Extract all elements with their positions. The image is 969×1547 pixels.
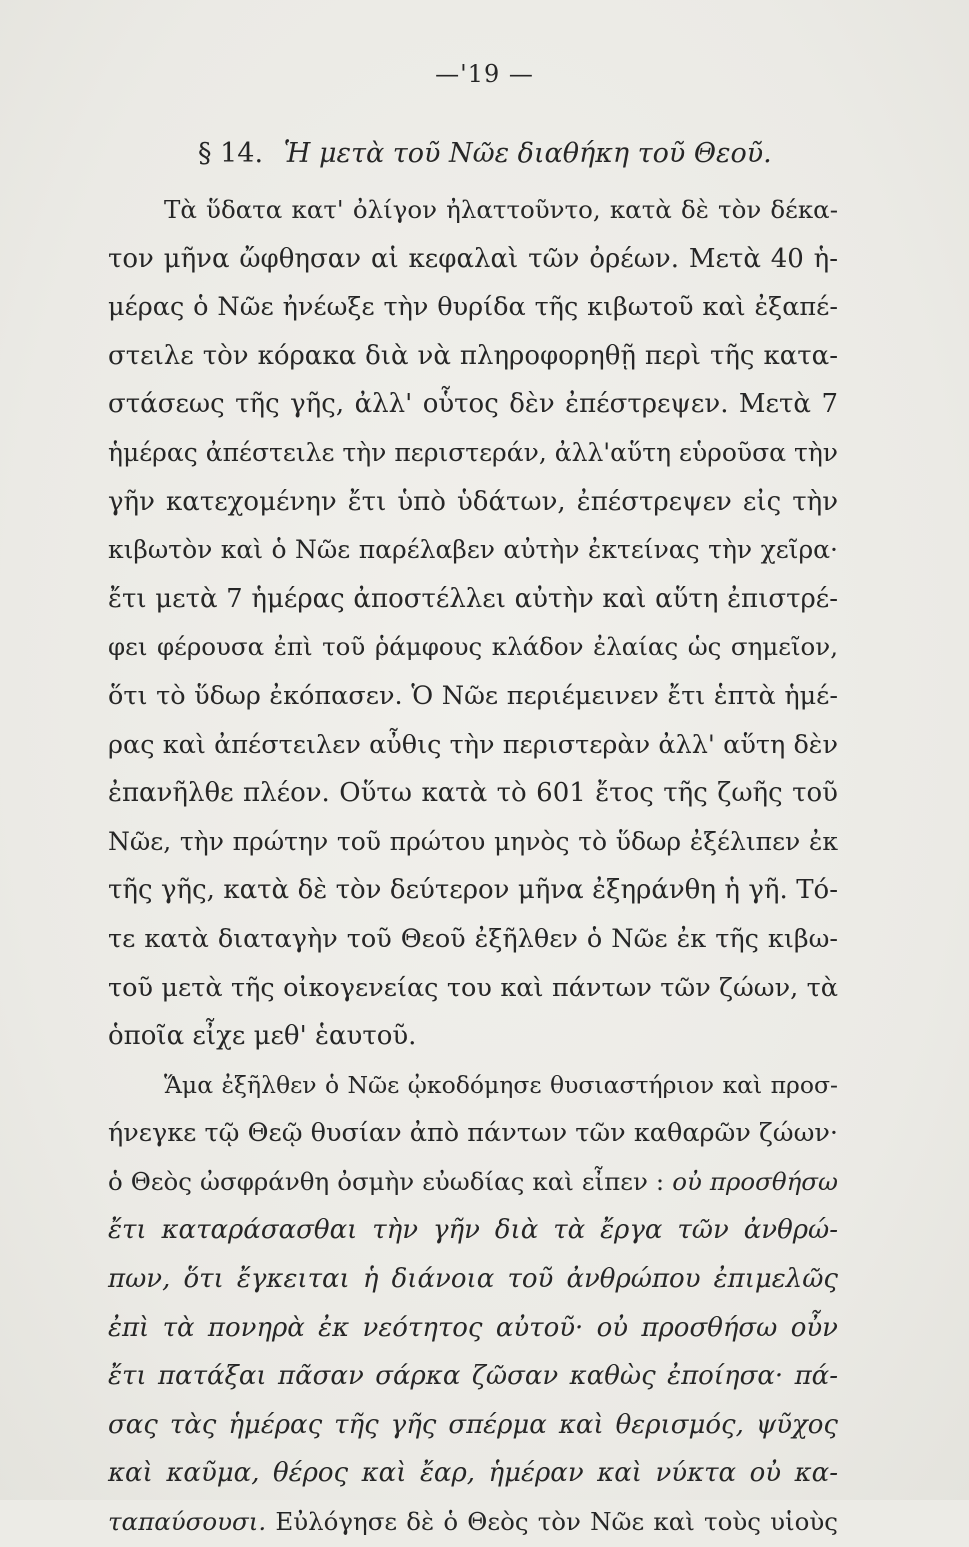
text-line: φει φέρουσα ἐπὶ τοῦ ῥάμφους κλάδον ἐλαίας ὡς σημεῖον, — [108, 632, 838, 662]
text-line: τοῦ μετὰ τῆς οἰκογενείας του καὶ πάντων τῶν ζώων, τὰ — [108, 972, 838, 1003]
quotation-line: σας τὰς ἡμέρας τῆς γῆς σπέρμα καὶ θερισμός, ψῦχος — [108, 1409, 838, 1440]
section-title: Ἡ μετὰ τοῦ Νῶε διαθήκη τοῦ Θεοῦ. — [283, 138, 772, 169]
page-number: —'19 — — [435, 60, 534, 88]
text-line: ὅτι τὸ ὕδωρ ἐκόπασεν. Ὁ Νῶε περιέμεινεν ἔτι ἑπτὰ ἡμέ- — [108, 680, 838, 711]
quotation-line: ἔτι πατάξαι πᾶσαν σάρκα ζῶσαν καθὼς ἐποίησα· πά- — [108, 1361, 838, 1392]
text-line-plain: ὁ Θεὸς ὠσφράνθη ὀσμὴν εὐωδίας καὶ εἶπεν : — [108, 1166, 665, 1196]
text-line: ήνεγκε τῷ Θεῷ θυσίαν ἀπὸ πάντων τῶν καθαρῶν ζώων· — [108, 1118, 838, 1149]
text-line: τῆς γῆς, κατὰ δὲ τὸν δεύτερον μῆνα ἐξηράνθη ἡ γῆ. Τό- — [108, 875, 838, 906]
text-line: στειλε τὸν κόρακα διὰ νὰ πληροφορηθῇ περὶ τῆς κατα- — [108, 340, 838, 371]
quotation-text: οὐ προσθήσω — [672, 1166, 838, 1196]
text-line: μέρας ὁ Νῶε ἠνέωξε τὴν θυρίδα τῆς κιβωτοῦ καὶ ἐξαπέ- — [108, 292, 838, 323]
body-text — [108, 186, 838, 1547]
text-line: ὁποῖα εἶχε μεθ' ἑαυτοῦ. — [108, 1021, 417, 1052]
text-line: ἔτι μετὰ 7 ἡμέρας ἀποστέλλει αὐτὴν καὶ αὕτη ἐπιστρέ- — [108, 583, 838, 614]
section-heading — [198, 138, 772, 169]
text-line: ἡμέρας ἀπέστειλε τὴν περιστεράν, ἀλλ'αὕτη εὑροῦσα τὴν — [108, 437, 838, 467]
text-line-plain: Εὐλόγησε δὲ ὁ Θεὸς τὸν Νῶε καὶ τοὺς υἱοὺς — [275, 1507, 838, 1537]
text-line: γῆν κατεχομένην ἔτι ὑπὸ ὑδάτων, ἐπέστρεψεν εἰς τὴν — [108, 486, 838, 517]
text-line — [108, 1158, 838, 1207]
quotation-line: καὶ καῦμα, θέρος καὶ ἔαρ, ἡμέραν καὶ νύκτα οὐ κα- — [108, 1458, 838, 1489]
text-line: στάσεως τῆς γῆς, ἀλλ' οὗτος δὲν ἐπέστρεψεν. Μετὰ 7 — [108, 389, 838, 420]
text-line: ρας καὶ ἀπέστειλεν αὖθις τὴν περιστερὰν ἀλλ' αὕτη δὲν — [108, 729, 838, 760]
text-line: τε κατὰ διαταγὴν τοῦ Θεοῦ ἐξῆλθεν ὁ Νῶε ἐκ τῆς κιβω- — [108, 923, 838, 954]
quotation-line: ἐπὶ τὰ πονηρὰ ἐκ νεότητος αὐτοῦ· οὐ προσθήσω οὖν — [108, 1312, 838, 1343]
quotation-line: πων, ὅτι ἔγκειται ἡ διάνοια τοῦ ἀνθρώπου ἐπιμελῶς — [108, 1264, 838, 1295]
section-number: § 14. — [198, 138, 264, 169]
text-line: ἐπανῆλθε πλέον. Οὕτω κατὰ τὸ 601 ἔτος τῆς ζωῆς τοῦ — [108, 778, 838, 809]
text-line — [108, 1498, 838, 1547]
text-line: Νῶε, τὴν πρώτην τοῦ πρώτου μηνὸς τὸ ὕδωρ ἐξέλιπεν ἐκ — [108, 826, 838, 856]
text-line: τον μῆνα ὤφθησαν αἱ κεφαλαὶ τῶν ὀρέων. Μετὰ 40 ἡ- — [108, 243, 838, 274]
text-line: Τὰ ὕδατα κατ' ὀλίγον ἠλαττοῦντο, κατὰ δὲ τὸν δέκα- — [164, 195, 838, 224]
quotation-line: ἔτι καταράσασθαι τὴν γῆν διὰ τὰ ἔργα τῶν ἀνθρώ- — [108, 1215, 838, 1246]
text-line: κιβωτὸν καὶ ὁ Νῶε παρέλαβεν αὐτὴν ἐκτείνας τὴν χεῖρα· — [108, 535, 838, 565]
text-line: Ἅμα ἐξῆλθεν ὁ Νῶε ᾠκοδόμησε θυσιαστήριον καὶ προσ- — [164, 1070, 838, 1099]
quotation-text: ταπαύσουσι. — [108, 1507, 267, 1537]
